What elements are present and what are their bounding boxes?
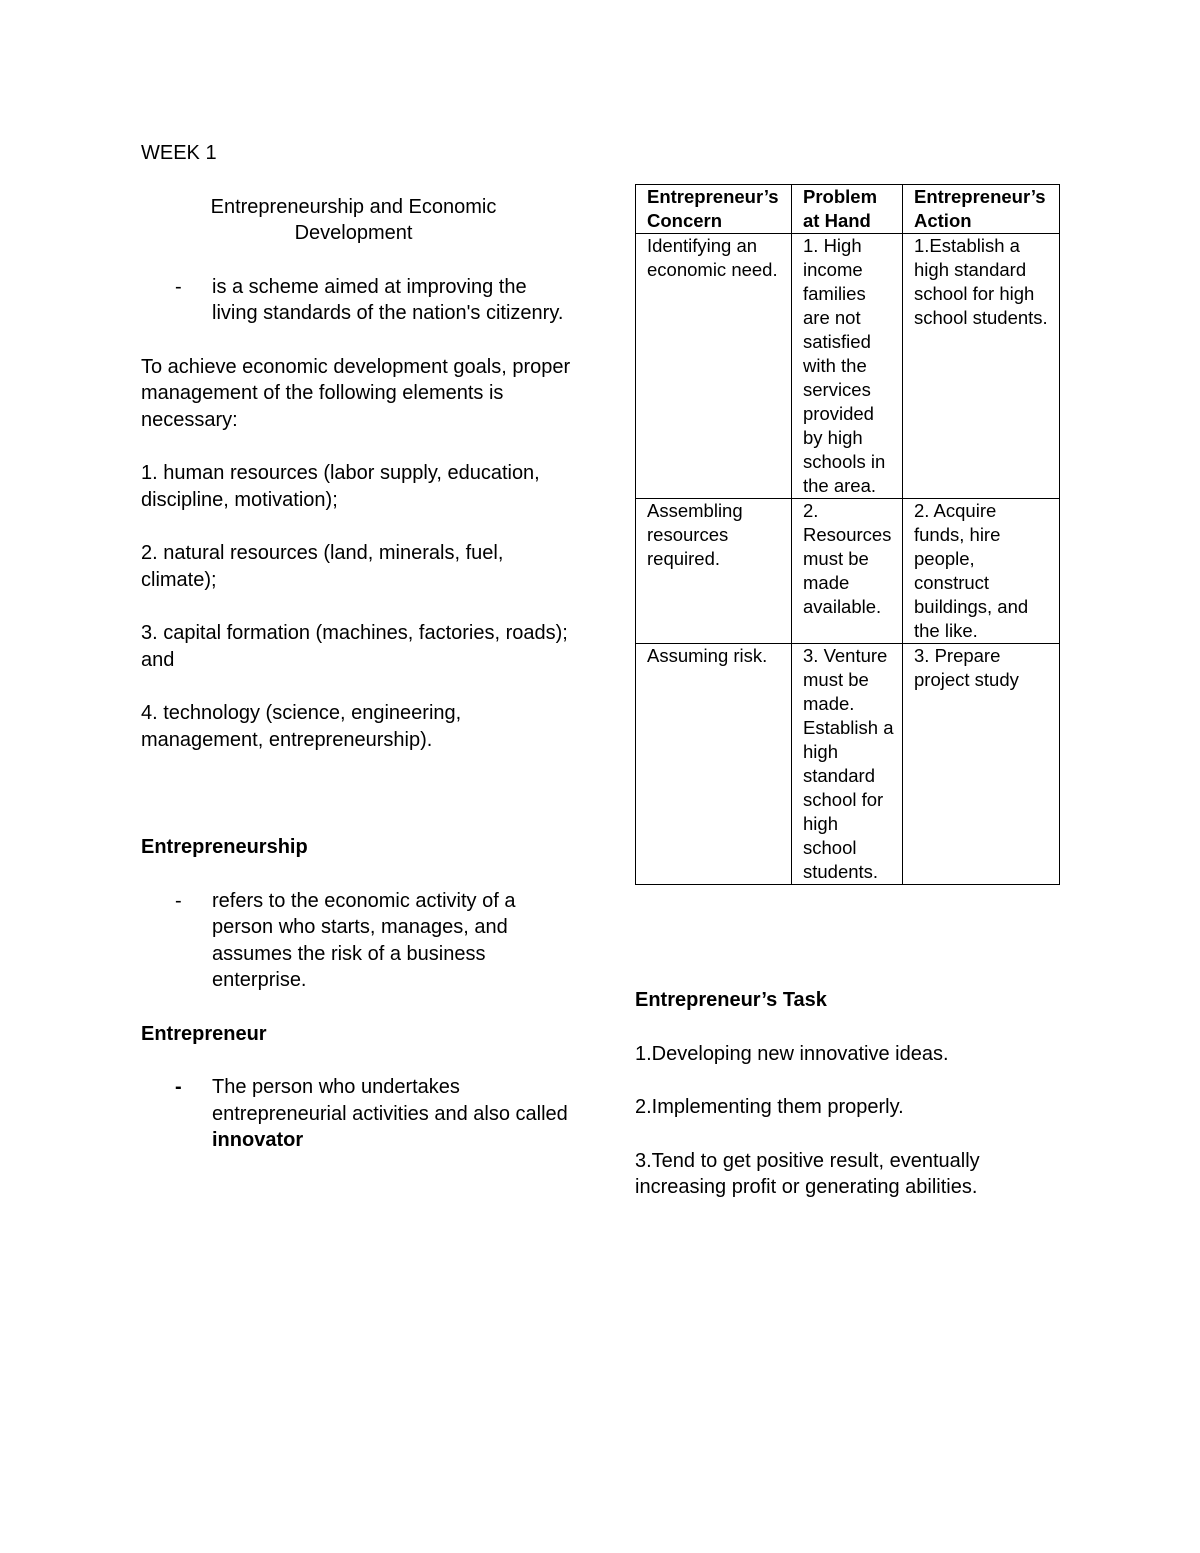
table-row bbox=[636, 234, 1060, 499]
task-item-2: 2.Implementing them properly. bbox=[635, 1096, 904, 1118]
table-cell: 3. Venture must be made. Establish a high standard school for high school students. bbox=[792, 644, 903, 885]
task-item-3: 3.Tend to get positive result, eventually increasing profit or generating abilities. bbox=[635, 1149, 980, 1198]
header-problem: Problem at Hand bbox=[792, 185, 903, 234]
header-action: Entrepreneur’s Action bbox=[903, 185, 1060, 234]
element-item-3: 3. capital formation (machines, factories, roads); and bbox=[141, 622, 568, 671]
table-cell: 1. High income families are not satisfied with the services provided by high schools in the area. bbox=[792, 234, 903, 499]
table-cell: Assuming risk. bbox=[636, 644, 792, 885]
element-item-4: 4. technology (science, engineering, management, entrepreneurship). bbox=[141, 702, 462, 751]
week-label: WEEK 1 bbox=[141, 142, 217, 164]
dash-bullet: - bbox=[175, 889, 182, 912]
definition-text: is a scheme aimed at improving the living standards of the nation's citizenry. bbox=[212, 275, 564, 324]
table-row bbox=[636, 644, 1060, 885]
task-heading: Entrepreneur’s Task bbox=[635, 989, 827, 1011]
table-cell: 2. Acquire funds, hire people, construct buildings, and the like. bbox=[903, 499, 1060, 644]
intro-paragraph: To achieve economic development goals, proper management of the following elements is necessary: bbox=[141, 355, 571, 431]
element-item-1: 1. human resources (labor supply, education, discipline, motivation); bbox=[141, 462, 540, 511]
table-cell: Identifying an economic need. bbox=[636, 234, 792, 499]
table-cell: 3. Prepare project study bbox=[903, 644, 1060, 885]
dash-bullet: - bbox=[175, 1076, 182, 1098]
entrepreneurship-heading: Entrepreneurship bbox=[141, 836, 308, 858]
header-concern: Entrepreneur’s Concern bbox=[636, 185, 792, 234]
task-item-1: 1.Developing new innovative ideas. bbox=[635, 1042, 949, 1065]
entrepreneur-table bbox=[635, 184, 1060, 885]
spacer bbox=[141, 780, 571, 834]
table-row bbox=[636, 499, 1060, 644]
right-column bbox=[635, 184, 1065, 885]
entrepreneur-task-section bbox=[635, 987, 1065, 1228]
entrepreneur-definition bbox=[141, 1074, 571, 1154]
innovator-term: innovator bbox=[212, 1129, 304, 1151]
element-item-2: 2. natural resources (land, minerals, fuel, climate); bbox=[141, 542, 504, 591]
table-cell: Assembling resources required. bbox=[636, 499, 792, 644]
economic-development-definition bbox=[141, 274, 571, 327]
entrepreneur-definition-text: The person who undertakes entrepreneurial activities and also called bbox=[212, 1076, 568, 1125]
document-title bbox=[141, 194, 566, 247]
dash-bullet: - bbox=[175, 275, 182, 298]
title-line-1: Entrepreneurship and Economic bbox=[210, 195, 497, 218]
table-cell: 2. Resources must be made available. bbox=[792, 499, 903, 644]
table-header-row bbox=[636, 185, 1060, 234]
title-line-2: Development bbox=[294, 222, 413, 244]
left-column bbox=[141, 140, 571, 1181]
entrepreneurship-definition bbox=[141, 888, 571, 994]
table-cell: 1.Establish a high standard school for high school students. bbox=[903, 234, 1060, 499]
entrepreneurship-definition-text: refers to the economic activity of a person who starts, manages, and assumes the risk of a business enterprise. bbox=[212, 889, 516, 991]
entrepreneur-heading: Entrepreneur bbox=[141, 1022, 267, 1045]
